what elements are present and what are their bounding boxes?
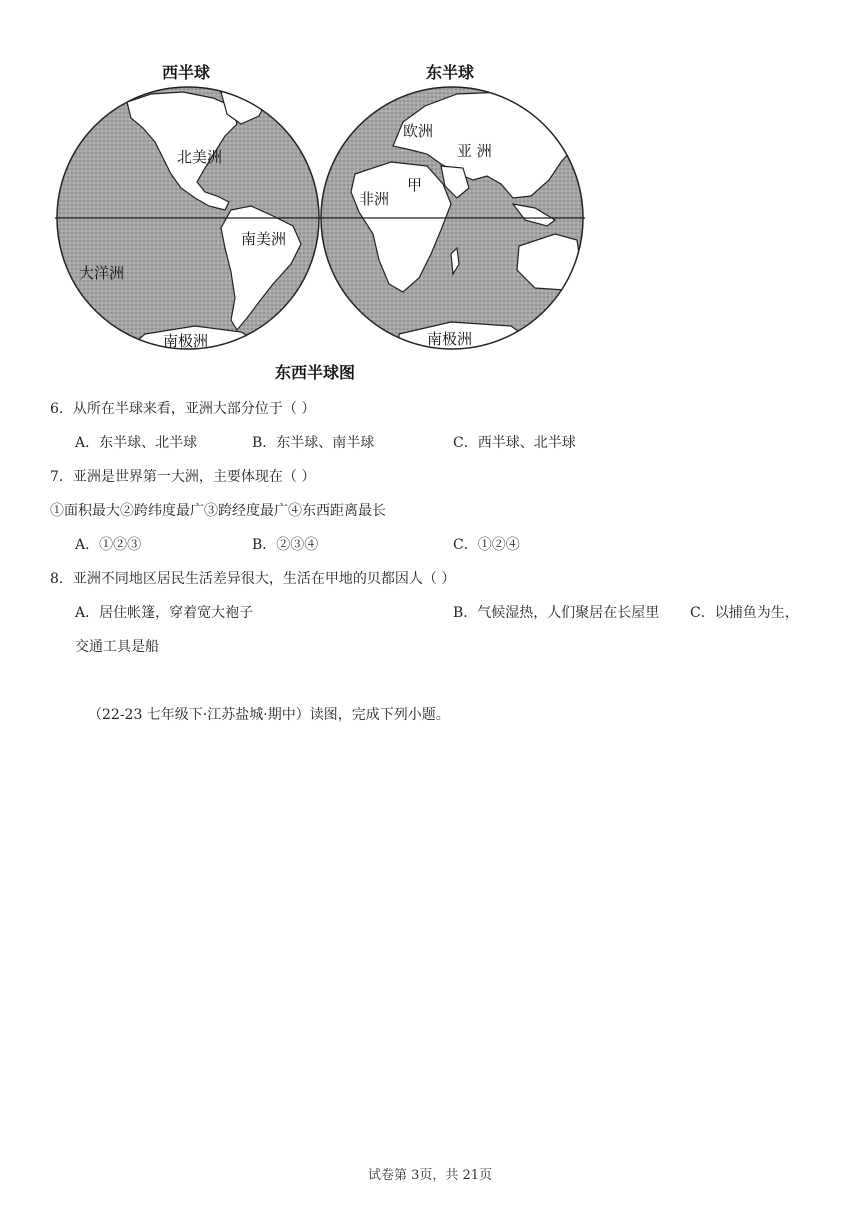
label-europe: 欧洲	[403, 122, 434, 140]
west-hemisphere-title: 西半球	[162, 63, 211, 82]
label-north-america: 北美洲	[177, 148, 223, 166]
question-8-option-a[interactable]: A．居住帐篷，穿着宽大袍子	[75, 605, 254, 621]
label-jia: 甲	[407, 176, 423, 194]
map-caption: 东西半球图	[275, 363, 356, 382]
question-8-option-c-continued: 交通工具是船	[75, 639, 159, 655]
label-antarctica-west: 南极洲	[163, 332, 209, 350]
next-section-header: （22-23 七年级下·江苏盐城·期中）读图，完成下列小题。	[88, 707, 450, 723]
question-6-option-c[interactable]: C．西半球、北半球	[453, 435, 576, 451]
question-6-option-b[interactable]: B．东半球、南半球	[252, 435, 375, 451]
question-6-stem: 6．从所在半球来看，亚洲大部分位于（ ）	[50, 401, 316, 417]
question-7-option-b[interactable]: B．②③④	[252, 537, 319, 553]
label-oceania: 大洋洲	[79, 264, 125, 282]
question-7-option-c[interactable]: C．①②④	[453, 537, 520, 553]
label-antarctica-east: 南极洲	[427, 330, 473, 348]
eastern-hemisphere	[321, 87, 583, 356]
question-8-option-c[interactable]: C．以捕鱼为生，	[690, 605, 799, 621]
question-6-option-a[interactable]: A．东半球、北半球	[75, 435, 198, 451]
label-africa: 非洲	[359, 190, 390, 208]
label-south-america: 南美洲	[241, 230, 287, 248]
hemisphere-map	[55, 84, 590, 356]
label-asia: 亚 洲	[457, 142, 492, 160]
question-7-stem: 7．亚洲是世界第一大洲，主要体现在（ ）	[50, 469, 316, 485]
page-footer: 试卷第 3页，共 21页	[368, 1168, 493, 1183]
east-hemisphere-title: 东半球	[426, 63, 475, 82]
question-8-stem: 8．亚洲不同地区居民生活差异很大，生活在甲地的贝都因人（ ）	[50, 571, 456, 587]
western-hemisphere	[57, 87, 319, 356]
question-7-statements: ①面积最大②跨纬度最广③跨经度最广④东西距离最长	[50, 503, 386, 519]
question-8-option-b[interactable]: B．气候湿热，人们聚居在长屋里	[453, 605, 660, 621]
question-7-option-a[interactable]: A．①②③	[75, 537, 142, 553]
